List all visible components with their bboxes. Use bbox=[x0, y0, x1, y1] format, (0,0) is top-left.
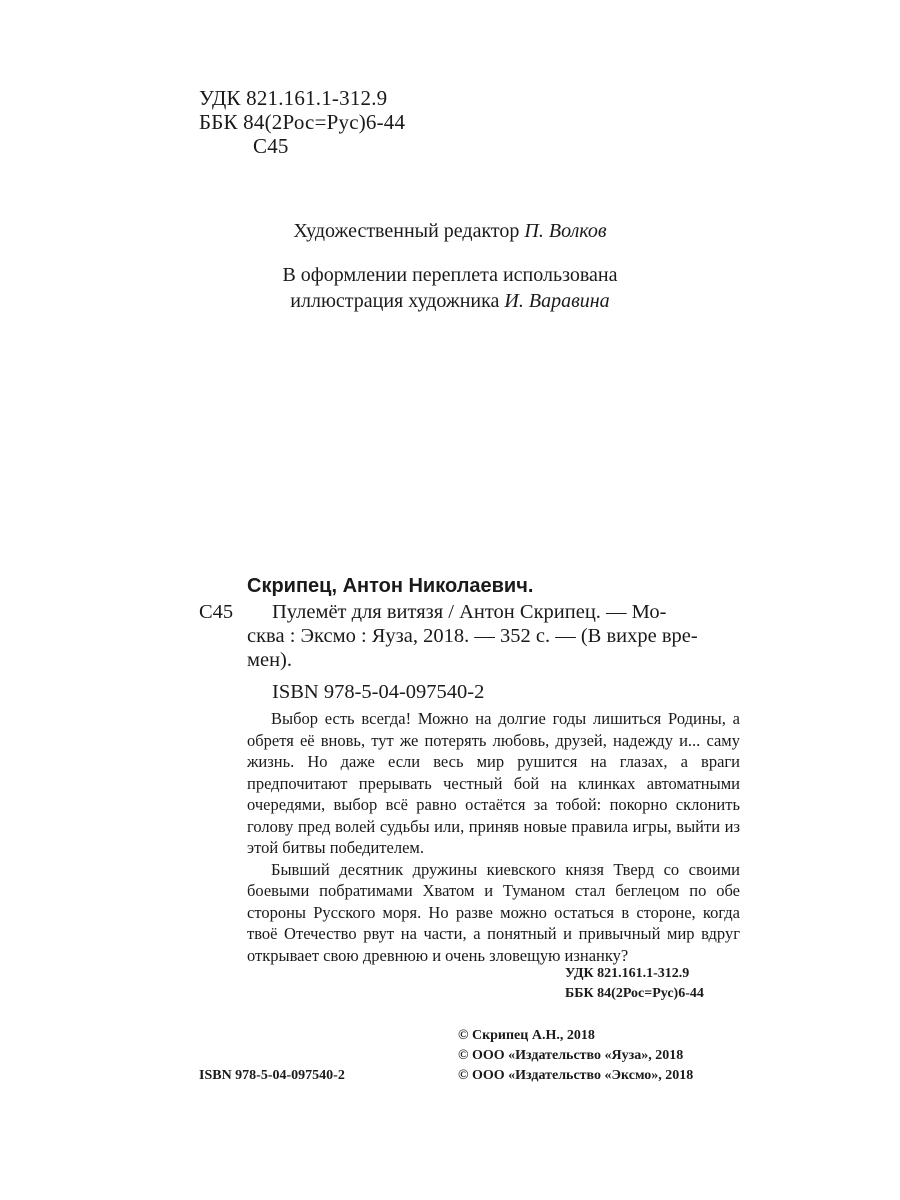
udk-code-bottom: УДК 821.161.1-312.9 bbox=[565, 966, 690, 981]
annotation-paragraph-1: Выбор есть всегда! Можно на долгие годы лишиться Родины, а обретя её вновь, тут же потерять любовь, друзей, надежду и... саму жизнь. Но даже если весь мир рушится на глазах, а враги предпочитают прерывать честный бой на клинках автоматными очередями, выбор всё равно остаётся за тобой: покорно склонить голову пред волей судьбы или, приняв новые правила игры, выйти из этой битвы победителем. bbox=[247, 709, 740, 857]
author-mark-top: С45 bbox=[253, 134, 289, 158]
catalog-desc-line2: сква : Эксмо : Яуза, 2018. — 352 с. — (В вихре вре- bbox=[247, 625, 698, 647]
cover-credit-line1: В оформлении переплета использована bbox=[282, 264, 618, 286]
copyright-line-3: © ООО «Издательство «Эксмо», 2018 bbox=[458, 1068, 694, 1083]
catalog-desc-line3: мен). bbox=[247, 649, 292, 671]
catalog-desc-line1: Пулемёт для витязя / Антон Скрипец. — Мо- bbox=[272, 601, 667, 623]
bbk-code-bottom: ББК 84(2Рос=Рус)6-44 bbox=[565, 986, 704, 1001]
bbk-code-top: ББК 84(2Рос=Рус)6-44 bbox=[199, 110, 406, 134]
cover-credit-label: иллюстрация художника bbox=[290, 290, 500, 312]
cover-credit-line2 bbox=[0, 288, 900, 314]
art-editor-line bbox=[0, 218, 900, 244]
art-editor-label: Художественный редактор bbox=[293, 220, 520, 242]
catalog-author-mark: С45 bbox=[199, 601, 234, 623]
copyright-line-1: © Скрипец А.Н., 2018 bbox=[458, 1028, 595, 1043]
annotation bbox=[247, 708, 740, 966]
catalog-isbn: ISBN 978-5-04-097540-2 bbox=[272, 681, 485, 703]
cover-artist-name: И. Варавина bbox=[504, 290, 610, 312]
copyright-line-2: © ООО «Издательство «Яуза», 2018 bbox=[458, 1048, 684, 1063]
copyright-isbn: ISBN 978-5-04-097540-2 bbox=[199, 1068, 345, 1083]
catalog-author-heading: Скрипец, Антон Николаевич. bbox=[247, 575, 534, 597]
annotation-paragraph-2: Бывший десятник дружины киевского князя Тверд со своими боевыми побратимами Хватом и Туманом стал беглецом по обе стороны Русского моря. Но разве можно остаться в стороне, когда твоё Отечество рвут на части, а понятный и привычный мир вдруг открывает свою древнюю и очень зловещую изнанку? bbox=[247, 859, 740, 965]
udk-code-top: УДК 821.161.1-312.9 bbox=[199, 86, 388, 110]
art-editor-name: П. Волков bbox=[524, 220, 607, 242]
